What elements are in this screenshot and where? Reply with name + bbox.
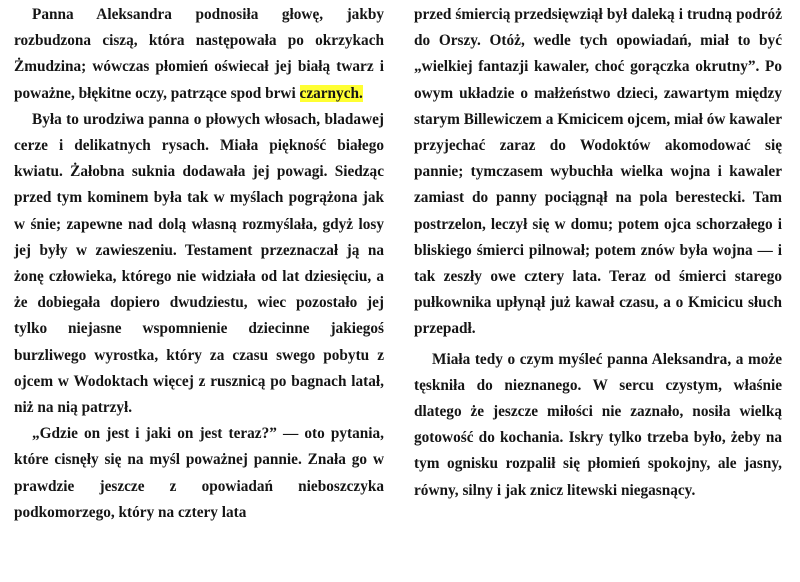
left-text-column xyxy=(14,2,384,526)
paragraph-text: Była to urodziwa panna o płowych włosach, bladawej cerze i delikatnych rysach. Miała piękność białego kwiatu. Żałobna suknia dodawała jej powagi. Siedząc przed tym kominem była tak w myślach pogrążona jak w śnie; zapewne nad dolą własną rozmyślała, gdyż losy jej były w zawieszeniu. Testament przeznaczał ją na żonę człowieka, którego nie widziała od lat dziesięciu, a że dobiegała dopiero dwudziestu, wiec pozostało jej tylko niejasne wspomnienie dziecinne jakiegoś burzliwego wyrostka, który za czasu swego pobytu z ojcem w Wodoktach więcej z rusznicą po bagnach latał, niż na nią patrzył. xyxy=(14,110,384,417)
paragraph-3-continued xyxy=(414,2,782,343)
paragraph-text: Miała tedy o czym myśleć panna Aleksandra, a może tęskniła do nieznanego. W sercu czystym, właśnie dlatego że jeszcze miłości nie zaznało, nosiła wielką gotowość do kochania. Iskry tylko trzeba było, żeby na tym ognisku rozpalił się płomień spokojny, ale jasny, równy, silny i jak znicz litewski niegasnący. xyxy=(414,350,782,499)
highlighted-word: czarnych. xyxy=(299,84,363,102)
paragraph-1 xyxy=(14,2,384,107)
paragraph-text: Panna Aleksandra podnosiła głowę, jakby rozbudzona ciszą, która następowała po okrzykach Żmudzina; wówczas płomień oświecał jej białą twarz i poważne, błękitne oczy, patrzące spod brwi xyxy=(14,6,384,102)
paragraph-text: „Gdzie on jest i jaki on jest teraz?” — oto pytania, które cisnęły się na myśl poważnej pannie. Znała go w prawdzie jeszcze z opowiadań nieboszczyka podkomorzego, który na cztery lata xyxy=(14,425,384,521)
paragraph-4 xyxy=(414,347,782,504)
paragraph-3 xyxy=(14,421,384,526)
paragraph-2 xyxy=(14,107,384,421)
paragraph-text: przed śmiercią przedsięwziął był daleką i trudną podróż do Orszy. Otóż, wedle tych opowiadań, miał to być „wielkiej fantazji kawaler, choć gorączka okrutny”. Po owym układzie o małżeństwo dzieci, zawartym między starym Billewiczem a Kmicicem ojcem, miał ów kawaler przyjechać zaraz do Wodoktów akomodować się pannie; tymczasem wybuchła wielka wojna i kawaler zamiast do panny pociągnął na pola berestecki. Tam postrzelon, leczył się w domu; potem ojca schorzałego i bliskiego śmierci pilnował; potem znów była wojna — i tak zeszły owe cztery lata. Teraz od śmierci starego pułkownika upłynął już kawał czasu, a o Kmicicu słuch przepadł. xyxy=(414,6,782,338)
right-text-column xyxy=(414,2,782,504)
